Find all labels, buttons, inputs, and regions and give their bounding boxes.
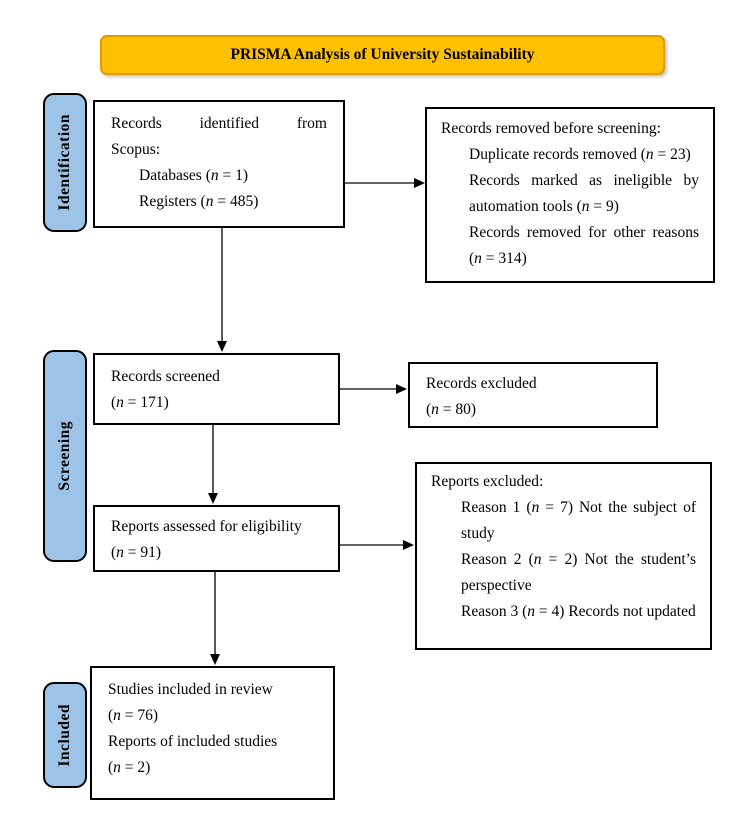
arrow-right-identified-to-removed-icon [345, 176, 426, 190]
stage-label-text: Included [56, 703, 73, 767]
box-text-line: Reports excluded: [431, 473, 544, 490]
arrow-right-assessed-to-excluded-icon [340, 538, 415, 552]
box-text-line: Records removed for other reasons (n = 314) [469, 224, 699, 268]
box-text-line: Registers (n = 485) [139, 193, 259, 211]
box-records-screened [93, 353, 340, 425]
box-text-line: Records excluded [426, 375, 537, 392]
box-records-removed [425, 107, 715, 283]
stage-label-identification [43, 93, 87, 232]
arrow-right-screened-to-excluded-icon [340, 382, 408, 396]
box-records-identified [93, 100, 345, 228]
box-studies-included [90, 666, 335, 800]
box-text-line: Records screened [111, 368, 220, 385]
title-banner [100, 35, 665, 75]
stage-label-included [43, 682, 87, 788]
box-text-line: Duplicate records removed (n = 23) [469, 146, 691, 164]
box-text-line: Records identified from [111, 115, 327, 132]
arrow-down-screened-to-assessed-icon [206, 425, 220, 505]
box-text-line: (n = 76) [108, 707, 159, 725]
box-reports-assessed [93, 505, 340, 572]
arrow-down-assessed-to-included-icon [208, 572, 222, 666]
box-text-line: Reports assessed for eligibility [111, 518, 302, 535]
box-text-line: Reports of included studies [108, 733, 278, 751]
stage-label-text: Identification [56, 114, 73, 211]
box-text-line: Records marked as ineligible by automation tools (n = 9) [469, 172, 699, 216]
box-text-line: Scopus: [111, 141, 161, 159]
box-text-line: (n = 91) [111, 544, 162, 562]
box-text-line: (n = 171) [111, 394, 169, 412]
box-text-line: Records removed before screening: [441, 120, 661, 137]
stage-label-screening [43, 350, 87, 562]
box-reports-excluded [415, 462, 712, 650]
box-text-line: Studies included in review [108, 681, 273, 698]
diagram-title: PRISMA Analysis of University Sustainability [230, 46, 535, 63]
box-text-line: Reason 3 (n = 4) Records not updated [461, 603, 696, 621]
box-text-line: Reason 2 (n = 2) Not the student’s perspective [461, 551, 697, 595]
box-text-line: Databases (n = 1) [139, 167, 249, 185]
box-records-excluded [408, 362, 658, 428]
box-text-line: Reason 1 (n = 7) Not the subject of study [461, 499, 697, 543]
arrow-down-identified-to-screened-icon [215, 228, 229, 353]
box-text-line: (n = 80) [426, 401, 477, 419]
stage-label-text: Screening [56, 421, 73, 491]
box-text-line: (n = 2) [108, 759, 151, 777]
